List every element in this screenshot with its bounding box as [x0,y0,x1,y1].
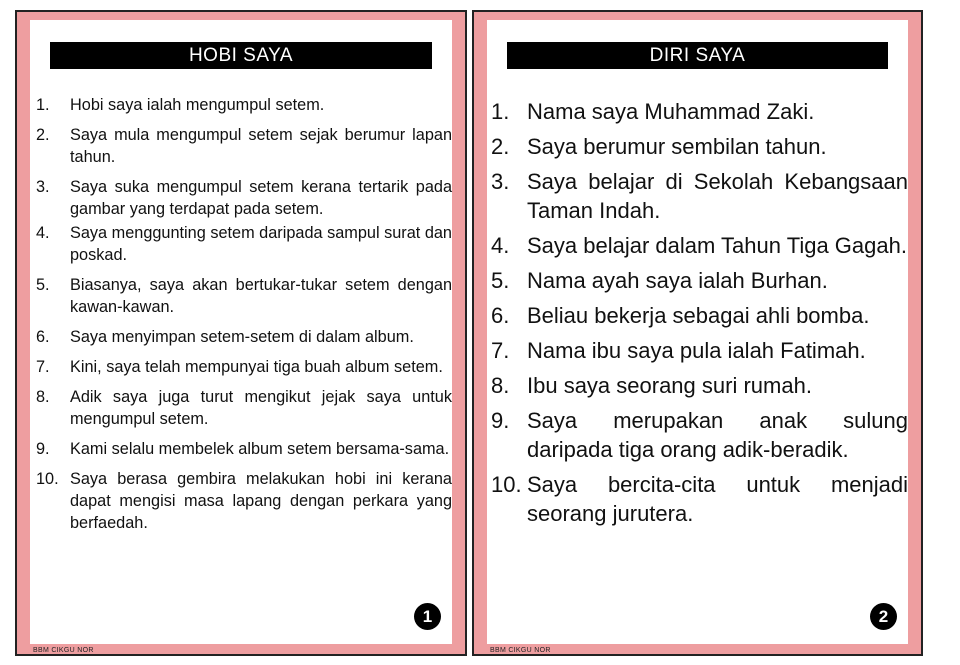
footer-credit: BBM CIKGU NOR [33,647,94,654]
item-number: 9. [36,440,50,458]
item-text: Saya mula mengumpul setem sejak berumur lapan tahun. [70,126,452,166]
list-item [36,438,452,460]
item-number: 3. [491,169,510,194]
list-item [491,97,908,126]
item-text: Kami selalu membelek album setem bersama-sama. [70,440,450,458]
list-item [36,326,452,348]
page-number-badge: 2 [870,603,897,630]
item-number: 5. [491,268,510,293]
list-item [36,274,452,318]
item-text: Biasanya, saya akan bertukar-tukar setem dengan kawan-kawan. [70,276,452,316]
card-diri-saya [472,10,923,656]
item-number: 7. [36,358,50,376]
item-number: 6. [491,303,510,328]
card-hobi-saya [15,10,467,656]
list-item [36,386,452,430]
item-text: Hobi saya ialah mengumpul setem. [70,96,325,114]
item-number: 8. [491,373,510,398]
item-number: 9. [491,408,510,433]
item-number: 4. [491,233,510,258]
item-text: Saya berumur sembilan tahun. [527,134,827,159]
item-number: 7. [491,338,510,363]
page-number-badge: 1 [414,603,441,630]
item-text: Nama saya Muhammad Zaki. [527,99,815,124]
item-number: 8. [36,388,50,406]
item-number: 10. [36,470,59,488]
item-text: Nama ibu saya pula ialah Fatimah. [527,338,866,363]
card-title: DIRI SAYA [507,42,888,69]
item-list [491,97,908,534]
item-text: Saya bercita-cita untuk menjadi seorang jurutera. [527,472,908,526]
list-item [491,336,908,365]
item-number: 2. [36,126,50,144]
item-number: 3. [36,178,50,196]
item-text: Saya suka mengumpul setem kerana tertarik pada gambar yang terdapat pada setem. [70,178,452,218]
item-number: 1. [36,96,50,114]
list-item [491,470,908,528]
card-content [487,20,908,644]
item-text: Saya menyimpan setem-setem di dalam album. [70,328,414,346]
list-item [491,406,908,464]
card-title: HOBI SAYA [50,42,432,69]
item-number: 1. [491,99,510,124]
item-text: Saya berasa gembira melakukan hobi ini kerana dapat mengisi masa lapang dengan perkara yang berfaedah. [70,470,452,532]
list-item [36,222,452,266]
item-text: Nama ayah saya ialah Burhan. [527,268,828,293]
item-number: 5. [36,276,50,294]
list-item [36,356,452,378]
list-item [491,371,908,400]
item-text: Kini, saya telah mempunyai tiga buah album setem. [70,358,443,376]
card-content [30,20,452,644]
list-item [36,94,452,116]
list-item [491,132,908,161]
item-number: 4. [36,224,50,242]
list-item [36,124,452,168]
list-item [491,266,908,295]
list-item [491,167,908,225]
item-text: Beliau bekerja sebagai ahli bomba. [527,303,870,328]
item-number: 2. [491,134,510,159]
item-text: Saya merupakan anak sulung daripada tiga orang adik-beradik. [527,408,908,462]
item-list [36,94,452,542]
list-item [36,176,452,220]
item-text: Saya belajar dalam Tahun Tiga Gagah. [527,233,907,258]
footer-credit: BBM CIKGU NOR [490,647,551,654]
item-number: 10. [491,472,522,497]
list-item [491,231,908,260]
item-number: 6. [36,328,50,346]
item-text: Ibu saya seorang suri rumah. [527,373,812,398]
item-text: Saya belajar di Sekolah Kebangsaan Taman Indah. [527,169,908,223]
item-text: Adik saya juga turut mengikut jejak saya untuk mengumpul setem. [70,388,452,428]
list-item [491,301,908,330]
list-item [36,468,452,534]
item-text: Saya menggunting setem daripada sampul surat dan poskad. [70,224,452,264]
